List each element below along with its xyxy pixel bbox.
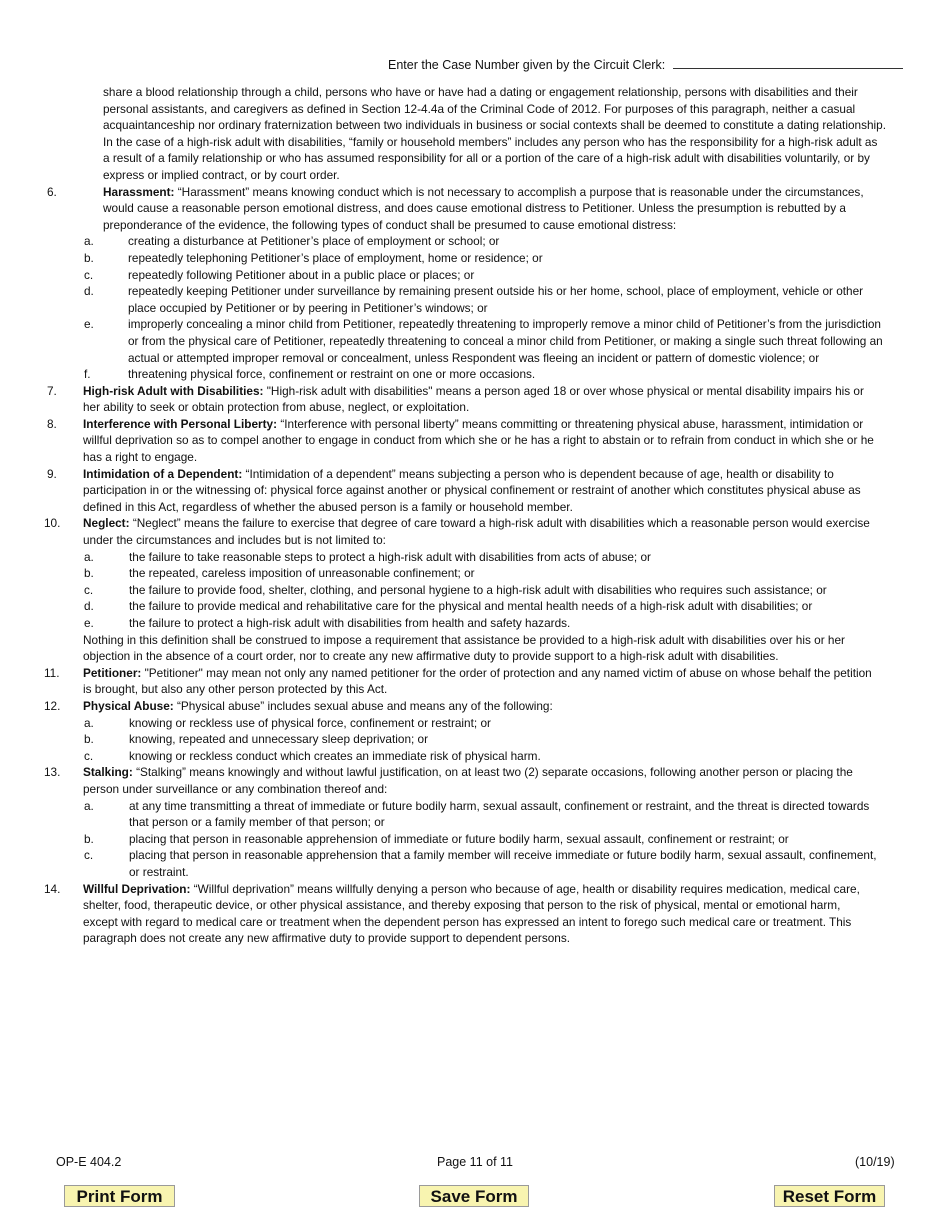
definition-text: “Interference with personal liberty” means committing or threatening physical abuse, harassment, intimidation or willful deprivation so as to compel another to engage in conduct from which she or he has a right to abstain or to refrain from conduct in which she or he has a right to engage.	[83, 416, 874, 465]
item-text: placing that person in reasonable apprehension that a family member will receive immediate or future bodily harm, sexual assault, confinement, or restraint.	[129, 848, 877, 879]
reset-form-button[interactable]: Reset Form	[774, 1185, 885, 1207]
definition-13-stalking	[0, 764, 950, 797]
definition-text: “Physical abuse” includes sexual abuse and means any of the following:	[173, 698, 553, 713]
definition-number: 10.	[44, 516, 61, 531]
case-number-field[interactable]	[673, 56, 903, 69]
item-letter: c.	[84, 267, 94, 282]
save-form-button[interactable]: Save Form	[419, 1185, 529, 1207]
item-text: knowing, repeated and unnecessary sleep deprivation; or	[129, 732, 429, 747]
list-item	[0, 715, 950, 732]
definition-10-neglect	[0, 515, 950, 548]
definition-number: 11.	[44, 665, 60, 680]
definition-text: “Harassment” means knowing conduct which is not necessary to accomplish a purpose that is reasonable under the circumstances, would cause a reasonable person emotional distress, and does cause emotional distress to Petitioner. Unless the presumption is rebutted by a preponderance of the evidence, the following types of conduct shall be presumed to cause emotional distress:	[103, 184, 864, 232]
definition-number: 14.	[44, 881, 61, 896]
definition-text: “Stalking” means knowingly and without lawful justification, on at least two (2) separate occasions, following another person or placing the person under surveillance or any combination thereof and:	[83, 765, 853, 796]
item-text: repeatedly telephoning Petitioner’s place of employment, home or residence; or	[128, 250, 543, 265]
list-item	[0, 565, 950, 582]
item-text: knowing or reckless use of physical force, confinement or restraint; or	[129, 715, 491, 730]
item-text: creating a disturbance at Petitioner’s place of employment or school; or	[128, 234, 500, 249]
definition-number: 7.	[47, 383, 57, 398]
item-text: repeatedly keeping Petitioner under surveillance by remaining present outside his or her home, school, place of employment, vehicle or other place occupied by Petitioner or by peering in Petitioner’s windows; or	[128, 284, 864, 315]
list-item	[0, 598, 950, 615]
item-letter: e.	[84, 616, 94, 630]
definition-11-petitioner	[0, 665, 950, 698]
list-item	[0, 798, 950, 831]
definition-number: 12.	[44, 698, 61, 713]
form-code: OP-E 404.2	[56, 1155, 122, 1169]
definition-6-harassment	[0, 184, 950, 234]
item-letter: b.	[84, 732, 94, 747]
item-letter: b.	[84, 566, 94, 581]
list-item	[0, 267, 950, 284]
document-body	[0, 84, 950, 947]
list-item	[0, 748, 950, 765]
intro-paragraph: share a blood relationship through a child, persons who have or have had a dating or engagement relationship, persons with disabilities and their personal assistants, and caregivers as defined in Section 12-4.4a of the Criminal Code of 2012. For purposes of this paragraph, neither a casual acquaintanceship nor ordinary fraternization between two individuals in business or social contexts shall be deemed to constitute a dating relationship. In the case of a high-risk adult with disabilities, “family or household members” includes any person who has the responsibility for a high-risk adult as a result of a family relationship or who has assumed responsibility for all or a portion of the care of a high-risk adult with disabilities voluntarily, or by express or implied contract, or by court order.	[103, 85, 886, 182]
page-number: Page 11 of 11	[437, 1155, 513, 1169]
definition-term: Neglect:	[83, 516, 130, 531]
item-text: the failure to provide medical and rehabilitative care for the physical and mental health needs of a high-risk adult with disabilities; or	[129, 599, 813, 614]
definition-9-intimidation	[0, 466, 950, 516]
list-item	[0, 316, 950, 366]
list-item	[0, 549, 950, 566]
case-number-label: Enter the Case Number given by the Circuit Clerk:	[388, 58, 666, 72]
print-form-button[interactable]: Print Form	[64, 1185, 175, 1207]
definition-text: “Neglect” means the failure to exercise that degree of care toward a high-risk adult with disabilities which a reasonable person would exercise under the circumstances and includes but is not limited to:	[83, 516, 870, 548]
item-letter: a.	[84, 234, 94, 249]
definition-term: Petitioner:	[83, 665, 142, 680]
definition-14-willful-deprivation	[0, 881, 950, 947]
definition-term: Willful Deprivation:	[83, 881, 191, 896]
case-number-line	[388, 56, 903, 74]
definition-number: 9.	[47, 466, 57, 481]
definition-term: Interference with Personal Liberty:	[83, 416, 278, 431]
definition-number: 6.	[47, 184, 57, 199]
item-text: improperly concealing a minor child from Petitioner, repeatedly threatening to improperly remove a minor child of Petitioner’s from the jurisdiction or from the physical care of Petitioner, repeatedly threatening to conceal a minor child from Petitioner, or making a single such threat following an actual or attempted improper removal or concealment, unless Respondent was fleeing an incident or pattern of domestic violence; or	[128, 317, 883, 365]
list-item	[0, 233, 950, 250]
list-item	[0, 847, 950, 880]
list-item	[0, 366, 950, 383]
item-text: the failure to protect a high-risk adult with disabilities from health and safety hazards.	[129, 616, 571, 630]
item-letter: a.	[84, 549, 94, 564]
definition-text: “Willful deprivation” means willfully denying a person who because of age, health or disability requires medication, medical care, shelter, food, therapeutic device, or other physical assistance, and thereby exposing that person to the risk of physical, mental or emotional harm, except with regard to medical care or treatment when the dependent person has expressed an intent to forego such medical care or treatment. This paragraph does not create any new affirmative duty to provide support to dependent persons.	[83, 881, 860, 946]
revision-date: (10/19)	[855, 1155, 895, 1169]
item-text: threatening physical force, confinement or restraint on one or more occasions.	[128, 367, 536, 382]
item-letter: d.	[84, 599, 94, 614]
item-letter: c.	[84, 748, 94, 763]
list-item	[0, 582, 950, 599]
item-letter: a.	[84, 798, 94, 813]
item-text: the failure to take reasonable steps to protect a high-risk adult with disabilities from acts of abuse; or	[129, 549, 651, 564]
list-item	[0, 250, 950, 267]
definition-text: "High-risk adult with disabilities" means a person aged 18 or over whose physical or mental disability impairs his or her ability to seek or obtain protection from abuse, neglect, or exploitation.	[83, 383, 864, 415]
definition-7-high-risk-adult	[0, 383, 950, 416]
list-item	[0, 283, 950, 316]
item-letter: c.	[84, 582, 94, 597]
list-item	[0, 831, 950, 848]
item-text: placing that person in reasonable apprehension of immediate or future bodily harm, sexual assault, confinement or restraint; or	[129, 831, 789, 846]
item-letter: e.	[84, 317, 94, 332]
definition-term: High-risk Adult with Disabilities:	[83, 383, 264, 398]
item-text: the repeated, careless imposition of unreasonable confinement; or	[129, 566, 475, 581]
item-letter: c.	[84, 848, 94, 863]
item-letter: b.	[84, 250, 94, 265]
definition-number: 13.	[44, 765, 61, 780]
definition-text: "Petitioner" may mean not only any named petitioner for the order of protection and any named victim of abuse on whose behalf the petition is brought, but also any other person protected by this Act.	[83, 665, 872, 697]
list-item	[0, 731, 950, 748]
definition-term: Intimidation of a Dependent:	[83, 466, 243, 481]
definition-8-interference	[0, 416, 950, 466]
definition-number: 8.	[47, 416, 57, 431]
definition-text: “Intimidation of a dependent” means subjecting a person who is dependent because of age, health or disability to participation in or the witnessing of: physical force against another or physical confinement or restraint of another which constitutes physical abuse as defined in this Act, regardless of whether the abused person is a family or household member.	[83, 466, 861, 514]
item-text: knowing or reckless conduct which creates an immediate risk of physical harm.	[129, 748, 541, 763]
item-text: at any time transmitting a threat of immediate or future bodily harm, sexual assault, confinement or restraint, and the threat is directed towards that person or a family member of that person; or	[129, 798, 870, 830]
item-letter: f.	[84, 367, 91, 382]
item-letter: d.	[84, 284, 94, 299]
definition-term: Harassment:	[103, 184, 175, 199]
item-text: repeatedly following Petitioner about in a public place or places; or	[128, 267, 475, 282]
item-letter: b.	[84, 831, 94, 846]
definition-term: Physical Abuse:	[83, 698, 174, 713]
item-text: the failure to provide food, shelter, clothing, and personal hygiene to a high-risk adult with disabilities who requires such assistance; or	[129, 582, 827, 597]
definition-term: Stalking:	[83, 765, 133, 780]
definition-12-physical-abuse	[0, 698, 950, 715]
list-item	[0, 615, 950, 632]
item-letter: a.	[84, 715, 94, 730]
neglect-note: Nothing in this definition shall be construed to impose a requirement that assistance be provided to a high-risk adult with disabilities over his or her objection in the absence of a court order, nor to create any new affirmative duty to provide support to a high-risk adult with disabilities.	[83, 632, 845, 664]
